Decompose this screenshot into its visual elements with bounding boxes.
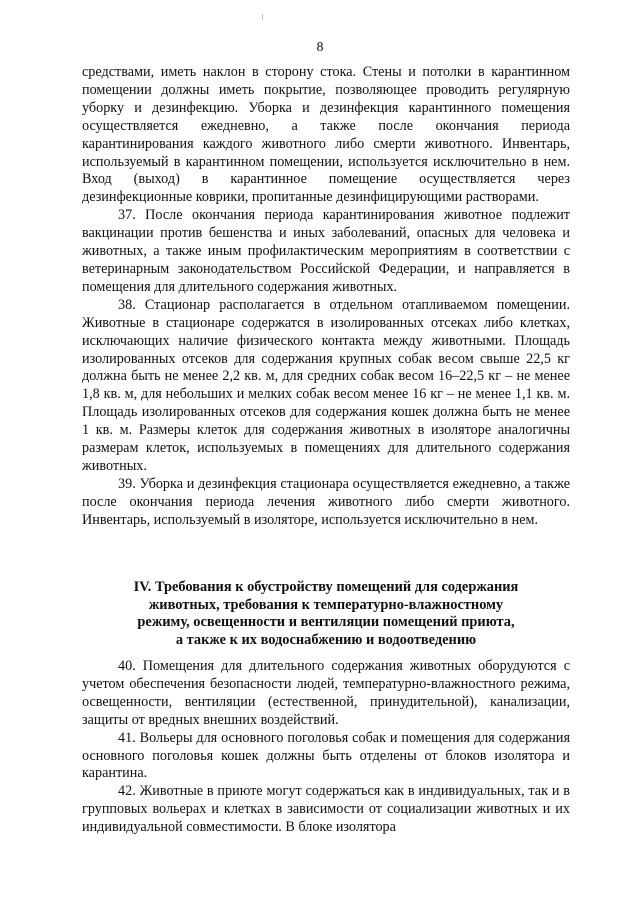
scan-speck	[262, 14, 263, 20]
paragraph-38: 38. Стационар располагается в отдельном отапливаемом помещении. Животные в стационаре содержатся в изолированных отсеках либо клетках, исключающих наличие физического контакта между животными. Площадь изолированных отсеков для содержания крупных собак весом свыше 22,5 кг должна быть не менее 2,2 кв. м, для средних собак весом 16–22,5 кг – не менее 1,8 кв. м, для небольших и мелких собак весом менее 16 кг – не менее 1,1 кв. м. Площадь изолированных отсеков для содержания кошек должна быть не менее 1 кв. м. Размеры клеток для содержания животных в изоляторе аналогичны размерам клеток, используемых в помещениях для длительного содержания животных.	[82, 296, 570, 474]
body-text-top	[82, 64, 570, 530]
paragraph-39: 39. Уборка и дезинфекция стационара осуществляется ежедневно, а также после окончания периода лечения животного либо смерти животного. Инвентарь, используемый в изоляторе, используется исключительно в нем.	[82, 475, 570, 528]
body-text-bottom	[82, 658, 570, 837]
section-heading-line-2: животных, требования к температурно-влажностному	[148, 596, 504, 613]
section-heading-line-3: режиму, освещенности и вентиляции помещений приюта,	[137, 614, 515, 631]
section-heading-line-4: а также к их водоснабжению и водоотведению	[175, 631, 477, 648]
paragraph-41: 41. Вольеры для основного поголовья собак и помещения для содержания основного поголовья кошек должны быть отделены от блоков изолятора и карантина.	[82, 729, 570, 782]
section-heading	[82, 579, 570, 649]
paragraph-40: 40. Помещения для длительного содержания животных оборудуются с учетом обеспечения безопасности людей, температурно-влажностного режима, освещенности, вентиляции (естественной, принудительной), канализации, защиты от вредных внешних воздействий.	[82, 658, 570, 728]
paragraph-continued: средствами, иметь наклон в сторону стока. Стены и потолки в карантинном помещении должны иметь покрытие, позволяющее проводить регулярную уборку и дезинфекцию. Уборка и дезинфекция карантинного помещения осуществляется ежедневно, а также после окончания периода карантинирования каждого животного либо смерти животного. Инвентарь, используемый в карантинном помещении, используется исключительно в нем. Вход (выход) в карантинное помещение осуществляется через дезинфекционные коврики, пропитанные дезинфицирующими растворами.	[82, 64, 570, 206]
paragraph-42: 42. Животные в приюте могут содержаться как в индивидуальных, так и в групповых вольерах и клетках в зависимости от социализации животных и их индивидуальной совместимости. В блоке изолятора	[82, 783, 570, 836]
paragraph-37: 37. После окончания периода карантинирования животное подлежит вакцинации против бешенства и иных заболеваний, опасных для человека и животных, а также иным профилактическим мероприятиям в соответствии с ветеринарным законодательством Российской Федерации, и направляется в помещения для длительного содержания животных.	[82, 207, 570, 295]
page-number: 8	[316, 40, 324, 55]
section-heading-line-1: IV. Требования к обустройству помещений для содержания	[133, 579, 519, 595]
